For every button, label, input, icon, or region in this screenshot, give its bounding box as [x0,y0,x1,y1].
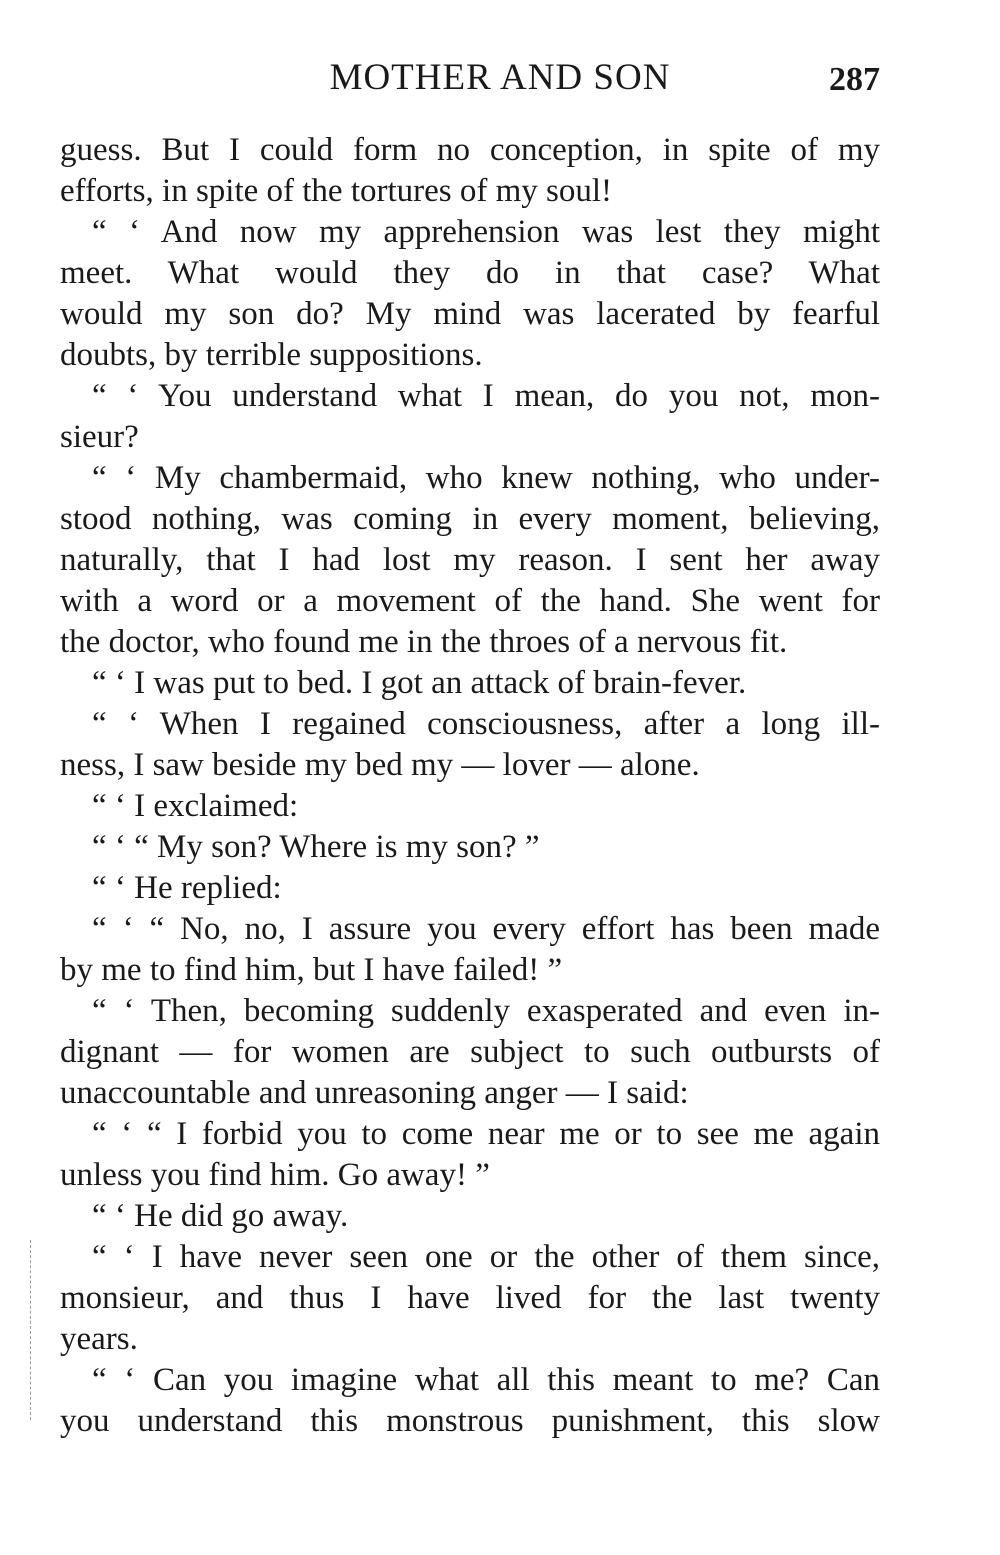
text-line: “ ‘ “ No, no, I assure you every effort has been made [92,911,880,947]
text-line: “ ‘ I was put to bed. I got an attack of brain-fever. [92,665,747,701]
text-line: by me to find him, but I have failed! ” [60,952,563,988]
text-line: “ ‘ You understand what I mean, do you not, mon- [92,378,880,414]
text-line: “ ‘ My chambermaid, who knew nothing, who under- [92,460,880,496]
text-line: would my son do? My mind was lacerated by fearful [60,296,880,332]
text-line: “ ‘ He did go away. [92,1198,349,1234]
margin-scan-mark [30,1240,31,1420]
text-line: “ ‘ I have never seen one or the other of them since, [92,1239,880,1275]
text-line: “ ‘ “ My son? Where is my son? ” [92,829,540,865]
text-line: stood nothing, was coming in every moment, believing, [60,501,880,537]
text-line: efforts, in spite of the tortures of my soul! [60,173,613,209]
running-title: MOTHER AND SON [329,57,671,98]
text-line: guess. But I could form no conception, in spite of my [60,132,880,168]
body-text [60,130,880,1442]
text-line: monsieur, and thus I have lived for the last twenty [60,1280,880,1316]
page-number: 287 [829,61,880,98]
text-line: “ ‘ I exclaimed: [92,788,299,824]
text-line: ness, I saw beside my bed my — lover — alone. [60,747,700,783]
text-line: “ ‘ “ I forbid you to come near me or to see me again [92,1116,880,1152]
text-line: with a word or a movement of the hand. She went for [60,583,880,619]
text-line: sieur? [60,419,139,455]
text-line: years. [60,1321,138,1357]
text-line: “ ‘ Can you imagine what all this meant to me? Can [92,1362,880,1398]
text-line: dignant — for women are subject to such outbursts of [60,1034,880,1070]
text-line: the doctor, who found me in the throes of a nervous fit. [60,624,788,660]
text-line: naturally, that I had lost my reason. I sent her away [60,542,880,578]
text-line: you understand this monstrous punishment, this slow [60,1403,880,1439]
text-line: meet. What would they do in that case? What [60,255,880,291]
text-line: “ ‘ And now my apprehension was lest they might [92,214,880,250]
text-line: “ ‘ Then, becoming suddenly exasperated and even in- [92,993,880,1029]
text-line: doubts, by terrible suppositions. [60,337,483,373]
text-line: unaccountable and unreasoning anger — I said: [60,1075,689,1111]
text-line: unless you find him. Go away! ” [60,1157,490,1193]
text-line: “ ‘ When I regained consciousness, after a long ill- [92,706,880,742]
text-line: “ ‘ He replied: [92,870,282,906]
